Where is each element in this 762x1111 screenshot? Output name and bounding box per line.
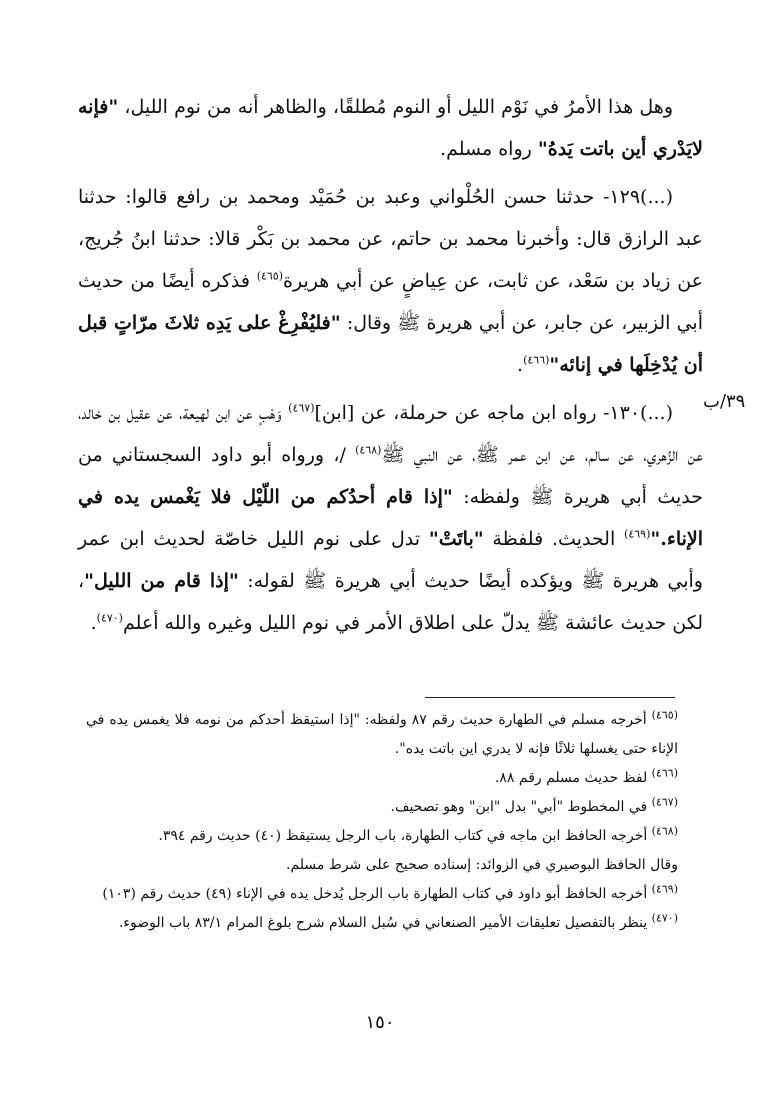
p2-hadith-quote: "فليُفْرِغْ على يَدِه ثلاثَ مرّاتٍ قبل أن يُدْخِلَها في إنائه": [78, 312, 703, 376]
footnote-465: [86, 706, 678, 764]
paragraph-2: [78, 176, 703, 386]
p3-hadith-quote-2: "إذا قام من الليل": [84, 570, 239, 592]
footnote-number: (٤٦٩): [651, 882, 678, 896]
footnote-text: وقال الحافظ البوصيري في الزوائد: إسناده صحيح على شرط مسلم.: [286, 857, 678, 873]
footnote-ref-468: (٤٦٨): [355, 443, 382, 457]
footnote-ref-466: (٤٦٦): [523, 353, 550, 367]
footnote-text: أخرجه الحافظ ابن ماجه في كتاب الطهارة، باب الرجل يستيقظ (٤٠) حديث رقم ٣٩٤.: [158, 828, 652, 844]
footnote-number: (٤٦٥): [651, 708, 678, 722]
footnote-466: [86, 764, 678, 793]
p2-end: .: [517, 354, 524, 376]
footnote-number: (٤٦٨): [651, 824, 678, 838]
page-number: ١٥٠: [365, 1012, 395, 1033]
manuscript-folio-marker: ٣٩/ب: [703, 391, 746, 412]
p1-hadith-quote: "فإنه لايَدْري أين باتت يَدهُ": [78, 96, 703, 160]
footnote-ref-470: (٤٧٠): [96, 611, 123, 625]
p3-isnad-cont: وَهْبٍ عن ابن لهيعة، عن عقيل بن خالد، عن الزُهري، عن سالم، عن ابن عمر ﷺ، عن النبي ﷺ: [78, 402, 703, 466]
footnote-text: ينظر بالتفصيل تعليقات الأمير الصنعاني في سُبل السلام شرح بلوغ المرام ٨٣/١ باب الوضوء.: [118, 915, 652, 931]
p2-text: فذكره أيضًا من حديث أبي الزبير، عن جابر، عن أبي هريرة ﷺ وقال:: [78, 270, 704, 334]
paragraph-1: [78, 86, 703, 170]
footnote-ref-465: (٤٦٥): [256, 269, 284, 283]
footnote-number: (٤٧٠): [651, 911, 678, 925]
footnote-ref-469: (٤٦٩): [624, 527, 651, 541]
footnote-468: [86, 822, 678, 851]
main-text: [78, 86, 703, 650]
footnote-divider: [425, 697, 675, 698]
p1-text: وهل هذا الأمرُ في نَوْم الليل أو النوم مُطلقًا، والظاهر أنه من نوم الليل،: [118, 96, 673, 118]
footnote-number: (٤٦٧): [651, 795, 678, 809]
footnote-text: في المخطوط "أبي" بدل "ابن" وهو تصحيف.: [390, 799, 652, 815]
p3-text-3: تدل على نوم الليل خاصّة لحديث ابن عمر وأبي هريرة ﷺ ويؤكده أيضًا حديث أبي هريرة ﷺ لقوله:: [78, 528, 703, 592]
footnote-text: أخرجه مسلم في الطهارة حديث رقم ٨٧ ولفظه: "إذا استيقظ أحدكم من نومه فلا يغمس يده في الإناء حتى يغسلها ثلاثًا فإنه لا يدري اين باتت يده".: [86, 712, 678, 757]
footnote-469: [86, 880, 678, 909]
p3-text-2: الحديث. فلفظة: [483, 528, 625, 550]
p1-source: رواه مسلم.: [440, 138, 538, 160]
footnote-text: أخرجه الحافظ أبو داود في كتاب الطهارة باب الرجل يُدخل يده في الإناء (٤٩) حديث رقم (١٠٣): [102, 886, 652, 902]
p3-text-4: ، لكن حديث عائشة ﷺ يدلّ على اطلاق الأمر في نوم الليل وغيره والله أعلم: [78, 570, 703, 634]
p3-word-batat: "باتَتْ": [428, 528, 484, 550]
footnote-text: لفظ حديث مسلم رقم ٨٨.: [494, 770, 652, 786]
p3-isnad: (...)١٣٠- رواه ابن ماجه عن حرملة، عن [ابن]: [314, 402, 673, 424]
footnote-ref-467: (٤٦٧): [288, 401, 315, 415]
footnote-467: [86, 793, 678, 822]
footnote-number: (٤٦٦): [651, 766, 678, 780]
p3-text: /، ورواه أبو داود السجستاني من حديث أبي هريرة ﷺ ولفظه:: [78, 444, 703, 508]
p2-isnad: (...)١٢٩- حدثنا حسن الحُلْواني وعبد بن حُمَيْد ومحمد بن رافع قالوا: حدثنا عبد الرازق قال: وأخبرنا محمد بن حاتم، عن محمد بن بَكْر قالا: حدثنا ابنُ جُريج، عن زياد بن سَعْد، عن ثابت، عن عِياضٍ عن أبي هريرة: [78, 186, 703, 292]
footnote-470: [86, 909, 678, 938]
footnotes: [86, 706, 678, 938]
p3-end: .: [90, 612, 97, 634]
p3-hadith-quote: "إذا قام أحدُكم من اللّيْل فلا يَغْمس يده في الإناء.": [78, 486, 704, 550]
footnote-468-continuation: [86, 851, 678, 880]
paragraph-3: [78, 392, 703, 644]
